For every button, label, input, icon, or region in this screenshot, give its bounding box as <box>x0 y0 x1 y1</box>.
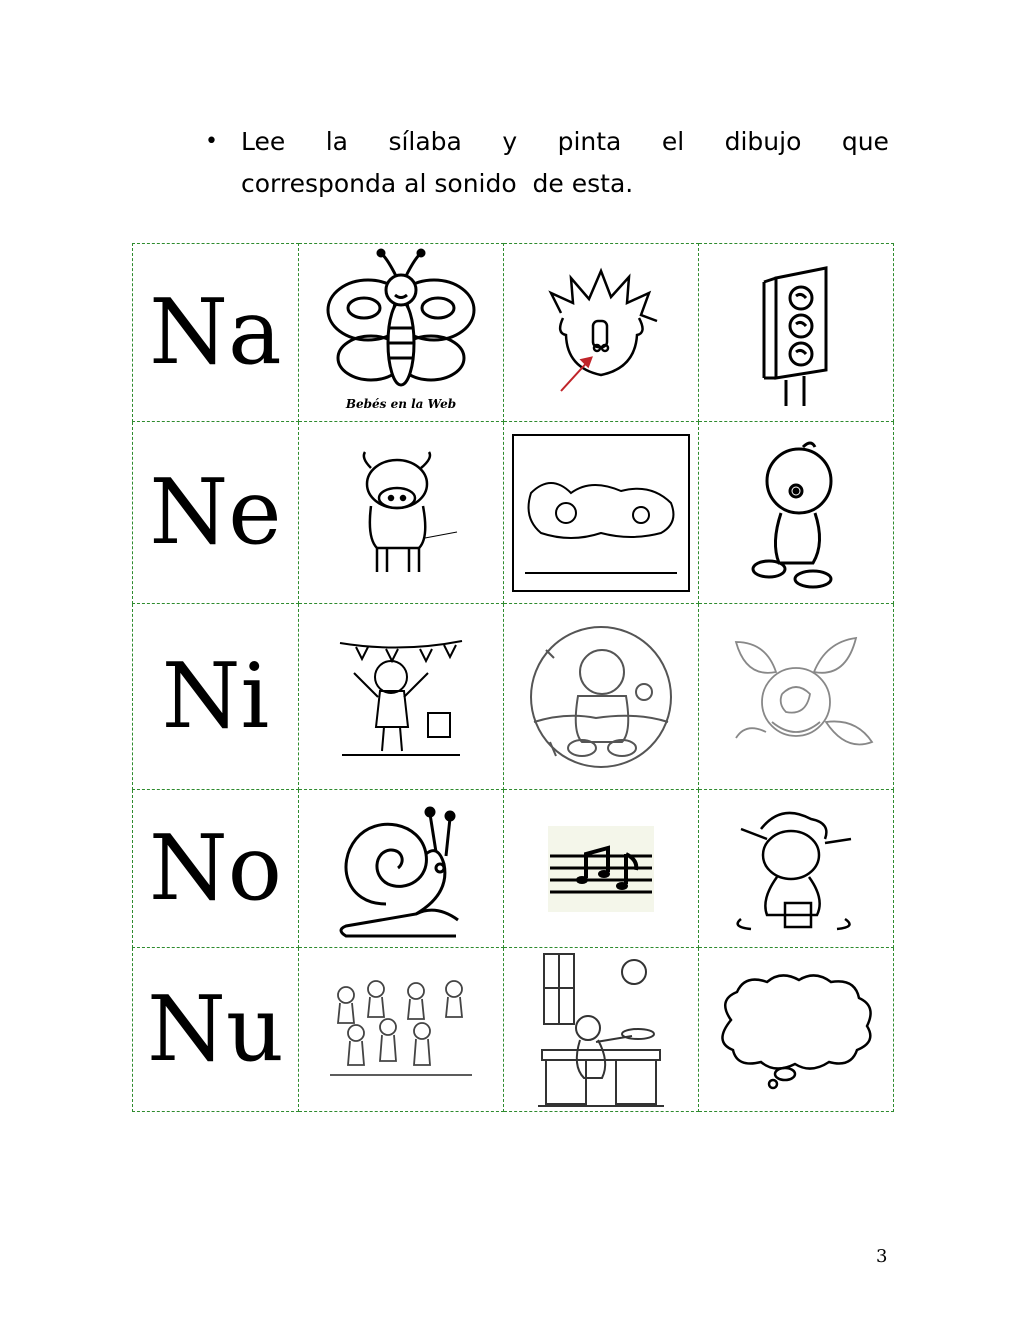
word: el <box>661 127 685 156</box>
picture-cell[interactable] <box>699 422 894 604</box>
music-notes-icon <box>546 824 656 914</box>
snail-icon <box>326 794 476 944</box>
word: y <box>502 127 518 156</box>
baby-icon <box>741 433 851 593</box>
page-number: 3 <box>876 1246 888 1267</box>
word: que <box>841 127 889 156</box>
row-no <box>133 790 894 948</box>
syllable-label: Nu <box>133 948 299 1112</box>
nose-face-icon <box>531 263 671 403</box>
picture-cell[interactable] <box>504 604 699 790</box>
word: dibujo <box>724 127 802 156</box>
syllable-label: Ne <box>133 422 299 604</box>
rose-icon <box>716 622 876 772</box>
instruction-line-1 <box>241 122 889 162</box>
girl-icon <box>336 627 466 767</box>
picture-cell[interactable] <box>504 422 699 604</box>
children-group-icon <box>326 975 476 1085</box>
bullet: • <box>205 129 218 154</box>
picture-cell[interactable] <box>699 948 894 1112</box>
row-ni <box>133 604 894 790</box>
donkey-icon <box>721 799 871 939</box>
syllable-label: Na <box>133 244 299 422</box>
word: Lee <box>241 127 286 156</box>
cow-icon <box>341 448 461 578</box>
picture-caption: Bebés en la Web <box>345 396 457 411</box>
picture-cell[interactable] <box>504 790 699 948</box>
traffic-light-icon <box>746 258 846 408</box>
word: la <box>325 127 348 156</box>
doll-icon <box>526 622 676 772</box>
picture-cell[interactable] <box>699 244 894 422</box>
syllable-grid <box>132 243 894 1112</box>
cloud-icon <box>711 970 881 1090</box>
picture-cell[interactable] <box>699 790 894 948</box>
duck-cooking-icon <box>536 950 666 1110</box>
instruction-line-2: corresponda al sonido de esta. <box>241 169 634 198</box>
word: pinta <box>557 127 622 156</box>
row-ne <box>133 422 894 604</box>
picture-cell[interactable] <box>299 604 504 790</box>
row-na <box>133 244 894 422</box>
word: sílaba <box>388 127 462 156</box>
picture-cell[interactable] <box>699 604 894 790</box>
picture-cell[interactable] <box>504 244 699 422</box>
picture-cell[interactable] <box>504 948 699 1112</box>
sleeping-bear-icon <box>511 433 691 593</box>
row-nu <box>133 948 894 1112</box>
syllable-label: Ni <box>133 604 299 790</box>
picture-cell[interactable] <box>299 948 504 1112</box>
picture-cell[interactable] <box>299 244 504 422</box>
syllable-label: No <box>133 790 299 948</box>
picture-cell[interactable] <box>299 422 504 604</box>
picture-cell[interactable] <box>299 790 504 948</box>
butterfly-icon <box>316 248 486 418</box>
